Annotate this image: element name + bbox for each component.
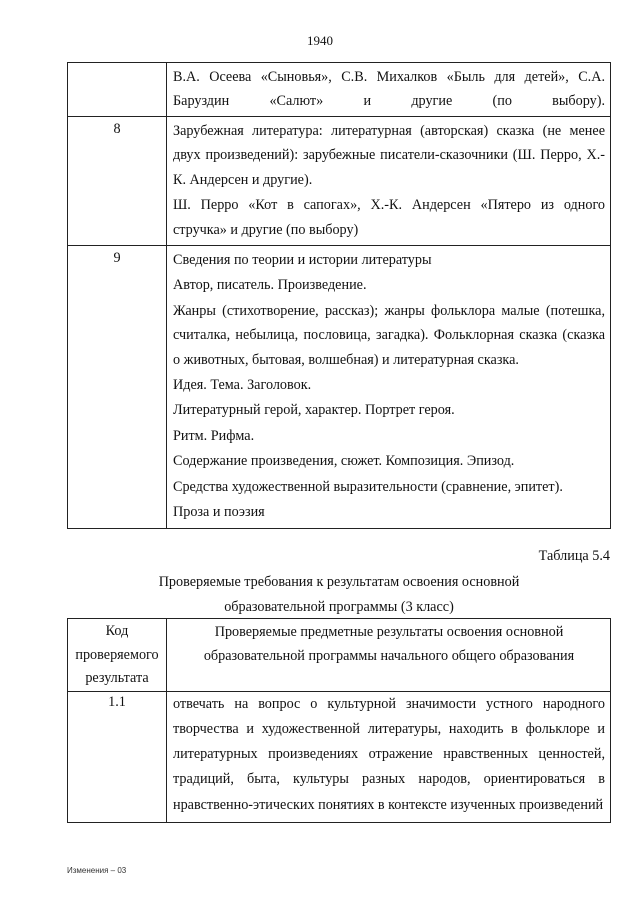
row-paragraph: Идея. Тема. Заголовок. (173, 377, 312, 394)
header-code: Код проверяемого результата (68, 619, 167, 692)
table-row (68, 117, 611, 246)
row-content (167, 117, 611, 246)
table-row (68, 691, 611, 822)
row-number: 8 (68, 117, 167, 246)
table-row (68, 63, 611, 117)
requirements-table (67, 618, 611, 823)
header-results (167, 619, 611, 692)
table-header-row (68, 619, 611, 692)
row-paragraph: отвечать на вопрос о культурной значимости устного народного творчества и художественной литературы, находить в фольклоре и литературных произведениях отражение нравственных ценностей, традиций, быта, культуры разных народов, ориентироваться в нравственно-этических понятиях в контексте изученных произведений (173, 695, 605, 813)
header-results-text: Проверяемые предметные результаты освоения основной образовательной программы начального общего образования (203, 624, 575, 664)
row-paragraph: Ш. Перро «Кот в сапогах», Х.-К. Андерсен «Пятеро из одного стручка» и другие (по выбору) (173, 197, 605, 238)
row-code: 1.1 (68, 691, 167, 822)
table-row (68, 246, 611, 528)
row-paragraph: Автор, писатель. Произведение. (173, 277, 367, 294)
page-number: 1940 (307, 33, 333, 48)
table-title (67, 570, 611, 620)
literature-content-table (67, 62, 611, 529)
footer-revision: Изменения – 03 (67, 866, 127, 875)
row-paragraph: Литературный герой, характер. Портрет героя. (173, 402, 455, 419)
table-title-line: образовательной программы (3 класс) (224, 599, 454, 615)
row-paragraph: Ритм. Рифма. (173, 427, 255, 444)
row-number: 9 (68, 246, 167, 528)
row-paragraph: Зарубежная литература: литературная (авторская) сказка (не менее двух произведений): зарубежные писатели-сказочники (Ш. Перро, Х.-К. Андерсен и другие). (173, 123, 605, 188)
row-content (167, 63, 611, 117)
row-paragraph: Жанры (стихотворение, рассказ); жанры фольклора малые (потешка, считалка, небылица, пословица, загадка). Фольклорная сказка (сказка о животных, бытовая, волшебная) и литературная сказка. (173, 302, 605, 368)
row-paragraph: Проза и поэзия (173, 504, 265, 521)
row-paragraph: В.А. Осеева «Сыновья», С.В. Михалков «Быль для детей», С.А. Баруздин «Салют» и другие (по выбору). (173, 69, 605, 110)
row-content (167, 246, 611, 528)
row-paragraph: Сведения по теории и истории литературы (173, 252, 432, 269)
row-paragraph: Содержание произведения, сюжет. Композиция. Эпизод. (173, 453, 515, 470)
row-content (167, 691, 611, 822)
table-title-line: Проверяемые требования к результатам освоения основной (158, 574, 520, 590)
row-paragraph: Средства художественной выразительности (сравнение, эпитет). (173, 478, 563, 495)
table-caption: Таблица 5.4 (538, 548, 610, 564)
row-number (68, 63, 167, 117)
